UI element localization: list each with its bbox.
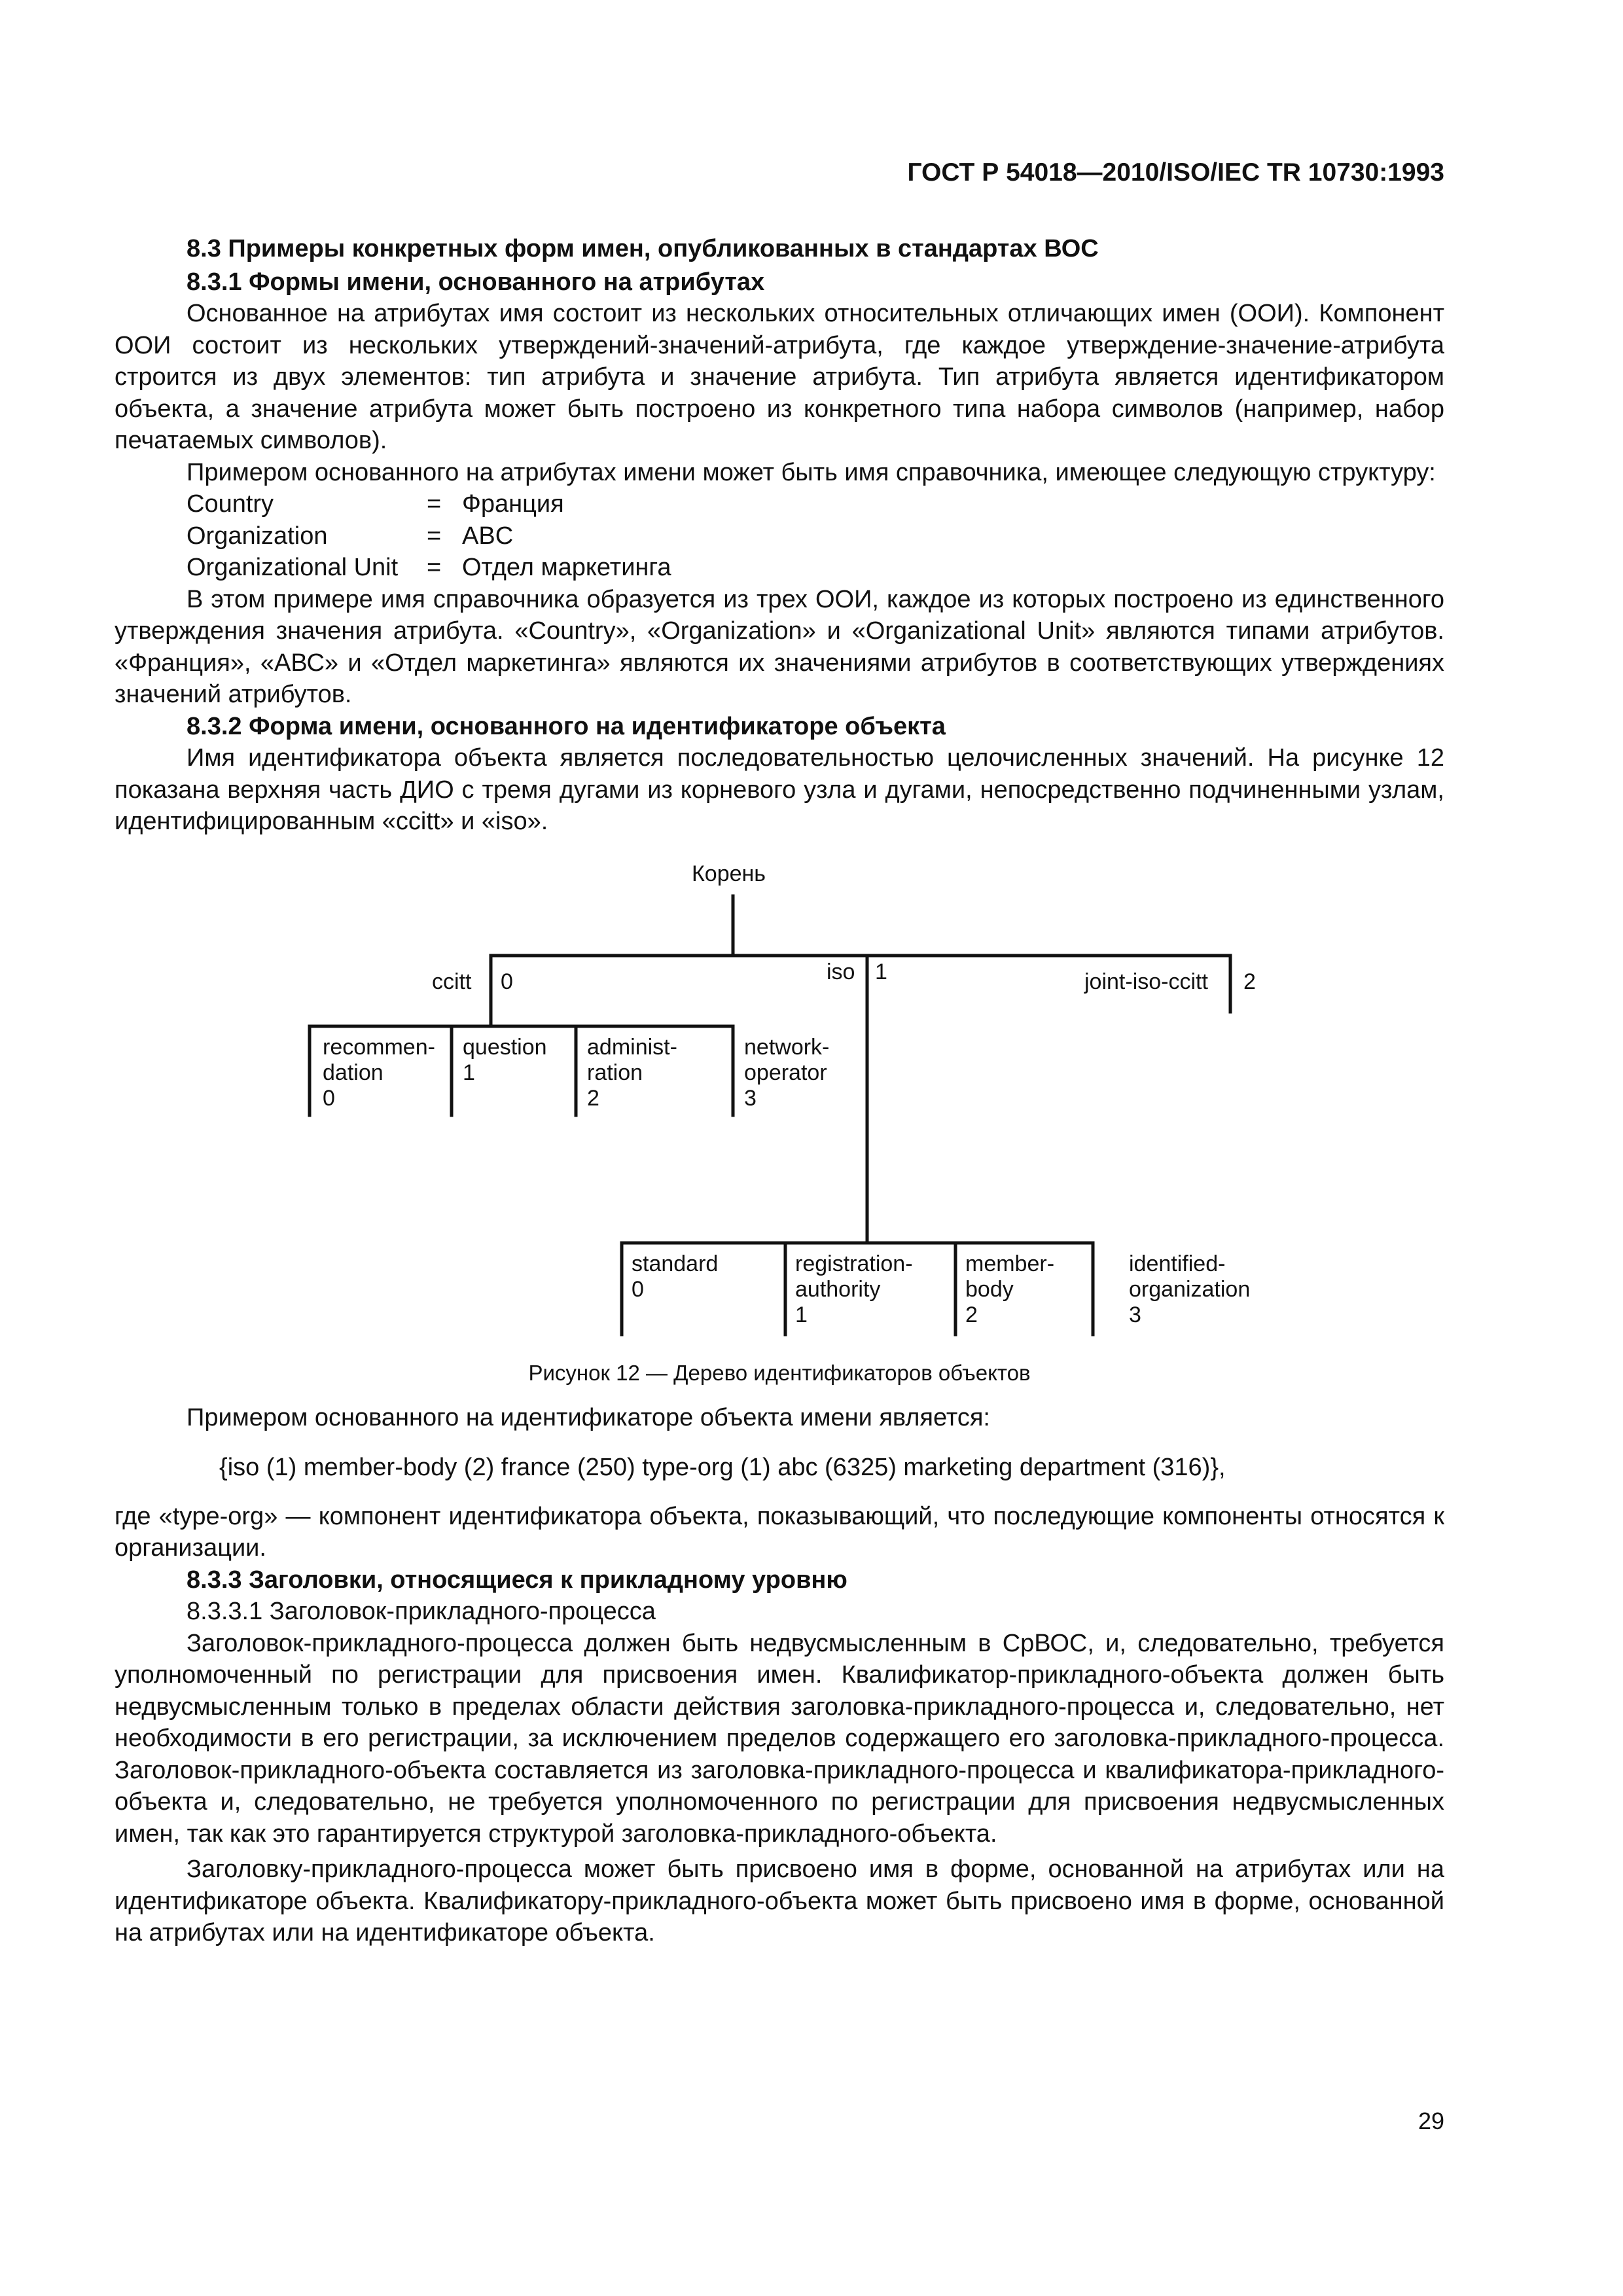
structure-value: Франция — [462, 490, 564, 518]
structure-key: Country — [187, 490, 274, 518]
structure-eq: = — [427, 522, 442, 550]
example-formula: {iso (1) member-body (2) france (250) type-org (1) abc (6325) marketing department (316)}, — [219, 1454, 1226, 1481]
root-label: Корень — [692, 861, 766, 886]
joint-number: 2 — [1243, 969, 1256, 994]
structure-row — [187, 520, 1444, 552]
structure-value: Отдел маркетинга — [462, 554, 671, 581]
ccitt-number: 0 — [501, 969, 513, 994]
structure-row — [187, 488, 1444, 520]
paragraph-8-3-3-2: Заголовку-прикладного-процесса может быть присвоено имя в форме, основанной на атрибутах или на идентификаторе объекта. Квалификатору-прикладного-объекта может быть присвоено имя в форме, основанной на атрибутах или на идентификаторе объекта. — [115, 1856, 1444, 1946]
structure-key: Organizational Unit — [187, 554, 399, 581]
attribute-structure — [115, 488, 1444, 584]
iso-child-member-body: member- body 2 — [965, 1251, 1055, 1327]
iso-child-registration-authority: registration- authority 1 — [795, 1251, 913, 1327]
section-8-3-1-heading: 8.3.1 Формы имени, основанного на атрибутах — [187, 268, 765, 296]
structure-key: Organization — [187, 522, 328, 550]
paragraph-8-3-3-1: Заголовок-прикладного-процесса должен быть недвусмысленным в СрВОС, и, следовательно, требуется уполномоченный по регистрации для присвоения имен. Квалификатор-прикладного-объекта должен быть недвусмысленным только в пределах области действия заголовка-прикладного-процесса и, следовательно, нет необходимости в его регистрации, за исключением пределов содержащего его заголовка-прикладного-процесса. Заголовок-прикладного-объекта составляется из заголовка-прикладного-процесса и квалификатора-прикладного-объекта и, следовательно, не требуется уполномоченного по регистрации для присвоения недвусмысленных имен, так как это гарантируется структурой заголовка-прикладного-объекта. — [115, 1629, 1444, 1848]
oid-tree-figure — [115, 840, 1444, 1397]
section-8-3-2-heading: 8.3.2 Форма имени, основанного на идентификаторе объекта — [187, 712, 946, 740]
section-8-3-3-heading: 8.3.3 Заголовки, относящиеся к прикладному уровню — [187, 1566, 847, 1594]
structure-value: ABC — [462, 522, 514, 550]
paragraph-8-3-1-3: В этом примере имя справочника образуется из трех ООИ, каждое из которых построено из единственного утверждения значения атрибута. «Country», «Organization» и «Organizational Unit» являются типами атрибутов. «Франция», «АВС» и «Отдел маркетинга» являются их значениями атрибутов в соответствующих утверждениях значений атрибутов. — [115, 585, 1444, 708]
structure-eq: = — [427, 490, 442, 518]
structure-row — [187, 552, 1444, 584]
ccitt-child-recommendation: recommen- dation 0 — [323, 1034, 435, 1111]
ccitt-child-question: question 1 — [463, 1034, 547, 1085]
paragraph-8-3-1-2: Примером основанного на атрибутах имени может быть имя справочника, имеющее следующую структуру: — [187, 458, 1436, 486]
document-header: ГОСТ Р 54018—2010/ISO/IEC TR 10730:1993 — [907, 158, 1444, 187]
figure-caption: Рисунок 12 — Дерево идентификаторов объектов — [528, 1360, 1031, 1385]
ccitt-child-administration: administ- ration 2 — [587, 1034, 677, 1111]
page-number: 29 — [1418, 2108, 1444, 2134]
section-8-3-heading: 8.3 Примеры конкретных форм имен, опубликованных в стандартах ВОС — [187, 235, 1099, 262]
example-intro: Примером основанного на идентификаторе объекта имени является: — [187, 1403, 990, 1431]
paragraph-8-3-1-1: Основанное на атрибутах имя состоит из нескольких относительных отличающих имен (ООИ). Компонент ООИ состоит из нескольких утверждений-значений-атрибута, где каждое утверждение-значение-атрибута строится из двух элементов: тип атрибута и значение атрибута. Тип атрибута является идентификатором объекта, а значение атрибута может быть построено из конкретного типа набора символов (например, набор печатаемых символов). — [115, 300, 1444, 454]
ccitt-child-network-operator: network- operator 3 — [744, 1034, 830, 1111]
document-body — [115, 233, 1444, 1949]
iso-child-identified-organization: identified- organization 3 — [1129, 1251, 1251, 1327]
ccitt-label: ccitt — [432, 969, 472, 994]
iso-child-standard: standard 0 — [632, 1251, 719, 1302]
example-explanation: где «type-org» — компонент идентификатора объекта, показывающий, что последующие компоненты относятся к организации. — [115, 1502, 1444, 1562]
iso-number: 1 — [875, 959, 887, 984]
paragraph-8-3-2-1: Имя идентификатора объекта является последовательностью целочисленных значений. На рисунке 12 показана верхняя часть ДИО с тремя дугами из корневого узла и дугами, непосредственно подчиненными узлам, идентифицированным «ccitt» и «iso». — [115, 744, 1444, 835]
structure-eq: = — [427, 554, 442, 581]
section-8-3-3-1-heading: 8.3.3.1 Заголовок-прикладного-процесса — [187, 1598, 656, 1625]
iso-label: iso — [827, 959, 855, 984]
joint-label: joint-iso-ccitt — [1084, 969, 1208, 994]
